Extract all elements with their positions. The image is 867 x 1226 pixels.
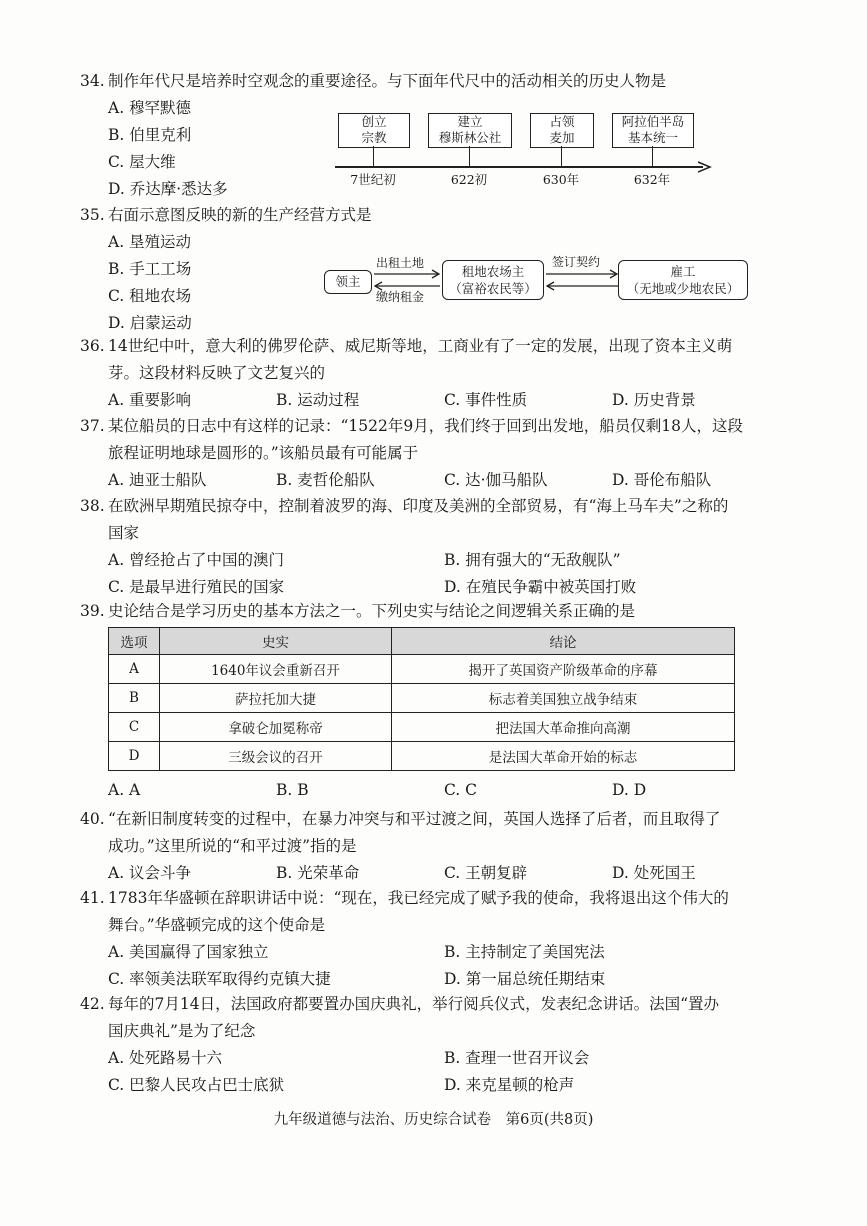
question-stem: “在新旧制度转变的过程中，在暴力冲突与和平过渡之间，英国人选择了后者，而且取得了 <box>108 810 721 828</box>
timeline-box-text: 阿拉伯半岛 <box>621 114 685 129</box>
option-b: B. 主持制定了美国宪法 <box>444 943 605 961</box>
option-d: D. 在殖民争霸中被英国打败 <box>444 578 637 596</box>
timeline-tick <box>652 146 653 166</box>
options-row <box>80 467 780 494</box>
table-header: 选项 <box>109 628 160 655</box>
options-row <box>80 1072 780 1099</box>
worker-title: 雇工 <box>670 264 696 279</box>
question-number: 42. <box>80 995 105 1013</box>
timeline-box-text: 建立 <box>457 114 483 129</box>
option-a: A. 迪亚士船队 <box>108 471 207 489</box>
option-a: A. 美国赢得了国家独立 <box>108 943 269 961</box>
options-row <box>80 387 780 414</box>
question-stem: 史论结合是学习历史的基本方法之一。下列史实与结论之间逻辑关系正确的是 <box>108 602 636 620</box>
question-stem-continued: 芽。这段材料反映了文艺复兴的 <box>108 364 326 382</box>
option-b: B. 手工工场 <box>108 260 192 278</box>
option-c: C. 王朝复辟 <box>444 864 528 882</box>
timeline-axis <box>335 166 703 168</box>
table-cell: 拿破仑加冕称帝 <box>160 713 392 742</box>
option-d: D. 乔达摩·悉达多 <box>108 180 228 198</box>
option-b: B. 运动过程 <box>276 391 360 409</box>
option-b: B. 查理一世召开议会 <box>444 1049 590 1067</box>
option-a: A. 穆罕默德 <box>108 99 192 117</box>
option-b: B. 伯里克利 <box>108 126 192 144</box>
timeline-box-3 <box>530 113 594 148</box>
question-stem-continued: 成功。”这里所说的“和平过渡”指的是 <box>108 837 357 855</box>
question-stem: 制作年代尺是培养时空观念的重要途径。与下面年代尺中的活动相关的历史人物是 <box>108 72 667 90</box>
option-d: D. D <box>612 781 647 799</box>
timeline-tick <box>561 146 562 166</box>
history-table <box>108 627 735 771</box>
question-number: 41. <box>80 889 105 907</box>
question-40 <box>80 806 780 887</box>
rent-out-label: 出租土地 <box>376 256 425 270</box>
question-stem-continued: 舞台。”华盛顿完成的这个使命是 <box>108 916 326 934</box>
question-39 <box>80 598 780 625</box>
timeline-box-text: 创立 <box>361 114 387 129</box>
question-42 <box>80 991 780 1099</box>
option-c: C. 是最早进行殖民的国家 <box>108 578 285 596</box>
timeline-box-text: 占领 <box>549 114 575 129</box>
options-row <box>80 966 780 993</box>
arrow-right-icon <box>698 160 712 174</box>
option-c: C. 屋大维 <box>108 153 176 171</box>
question-stem: 每年的7月14日，法国政府都要置办国庆典礼，举行阅兵仪式，发表纪念讲话。法国“置办 <box>108 995 720 1013</box>
table-row <box>109 713 735 742</box>
table-row <box>109 684 735 713</box>
option-c: C. 率领美法联军取得约克镇大捷 <box>108 970 331 988</box>
worker-subtitle: （无地或少地农民） <box>626 281 740 296</box>
table-cell: 标志着美国独立战争结束 <box>392 684 735 713</box>
table-cell: C <box>109 713 160 742</box>
timeline-label: 622初 <box>450 172 488 187</box>
table-cell: 1640年议会重新召开 <box>160 655 392 684</box>
option-d: D. 处死国王 <box>612 864 696 882</box>
timeline-label: 630年 <box>542 172 580 187</box>
option-d: D. 历史背景 <box>612 391 696 409</box>
options-row <box>80 860 780 887</box>
question-stem: 14世纪中叶，意大利的佛罗伦萨、威尼斯等地，工商业有了一定的发展，出现了资本主义萌 <box>108 337 733 355</box>
option-c: C. 达·伽马船队 <box>444 471 548 489</box>
option-c: C. 巴黎人民攻占巴士底狱 <box>108 1076 285 1094</box>
option-a: A. 处死路易十六 <box>108 1049 223 1067</box>
question-39-options <box>80 777 780 804</box>
table-cell: A <box>109 655 160 684</box>
option-d: D. 第一届总统任期结束 <box>444 970 606 988</box>
option-d: D. 来克星顿的枪声 <box>444 1076 575 1094</box>
timeline-label: 7世纪初 <box>350 172 396 187</box>
table-header: 结论 <box>392 628 735 655</box>
timeline-box-2 <box>428 113 512 148</box>
contract-arrows-icon <box>544 268 620 292</box>
question-number: 36. <box>80 337 105 355</box>
question-stem: 某位船员的日志中有这样的记录：“1522年9月，我们终于回到出发地，船员仅剩18人，这段 <box>108 417 743 435</box>
options-row <box>80 547 780 574</box>
question-number: 40. <box>80 810 105 828</box>
question-stem: 1783年华盛顿在辞职讲话中说：“现在，我已经完成了赋予我的使命，我将退出这个伟大的 <box>108 889 729 907</box>
table-cell: 把法国大革命推向高潮 <box>392 713 735 742</box>
question-stem-continued: 国家 <box>108 524 140 542</box>
timeline-label: 632年 <box>633 172 671 187</box>
option-b: B. 麦哲伦船队 <box>276 471 375 489</box>
question-number: 38. <box>80 497 105 515</box>
table-header: 史实 <box>160 628 392 655</box>
table-row <box>109 742 735 771</box>
option-a: A. A <box>108 781 141 799</box>
option-b: B. 拥有强大的“无敌舰队” <box>444 551 621 569</box>
farmer-box <box>442 260 544 300</box>
table-cell: D <box>109 742 160 771</box>
timeline-box-4 <box>612 113 694 148</box>
contract-label: 签订契约 <box>552 255 601 269</box>
worker-box <box>618 260 748 300</box>
table-cell: B <box>109 684 160 713</box>
question-stem-continued: 旅程证明地球是圆形的。”该船员最有可能属于 <box>108 444 419 462</box>
timeline-box-1 <box>338 113 410 148</box>
table-cell: 揭开了英国资产阶级革命的序幕 <box>392 655 735 684</box>
options-row <box>80 777 780 804</box>
table-cell: 萨拉托加大捷 <box>160 684 392 713</box>
table-cell: 是法国大革命开始的标志 <box>392 742 735 771</box>
option-d: D. 哥伦布船队 <box>612 471 712 489</box>
pay-rent-label: 缴纳租金 <box>376 290 425 304</box>
options-row <box>80 574 780 601</box>
timeline-tick <box>469 146 470 166</box>
table-header-row <box>109 628 735 655</box>
option-c: C. 事件性质 <box>444 391 528 409</box>
timeline-box-text: 宗教 <box>361 130 387 145</box>
question-36 <box>80 333 780 414</box>
option-a: A. 重要影响 <box>108 391 192 409</box>
question-stem-continued: 国庆典礼”是为了纪念 <box>108 1022 256 1040</box>
table-row <box>109 655 735 684</box>
option-d: D. 启蒙运动 <box>108 314 192 332</box>
option-c: C. 租地农场 <box>108 287 192 305</box>
timeline-box-text: 穆斯林公社 <box>438 130 502 145</box>
question-number: 39. <box>80 602 105 620</box>
farmer-subtitle: （富裕农民等） <box>449 281 537 296</box>
option-a: A. 曾经抢占了中国的澳门 <box>108 551 285 569</box>
lord-box: 领主 <box>324 270 372 294</box>
exchange-arrows-icon <box>372 268 442 292</box>
question-stem: 右面示意图反映的新的生产经营方式是 <box>108 206 372 224</box>
option-b: B. 光荣革命 <box>276 864 360 882</box>
table-cell: 三级会议的召开 <box>160 742 392 771</box>
question-37 <box>80 413 780 494</box>
option-a: A. 议会斗争 <box>108 864 192 882</box>
question-number: 37. <box>80 417 105 435</box>
question-41 <box>80 885 780 993</box>
timeline-tick <box>373 146 374 166</box>
option-b: B. B <box>276 781 309 799</box>
question-number: 35. <box>80 206 105 224</box>
timeline-box-text: 麦加 <box>549 130 575 145</box>
timeline-box-text: 基本统一 <box>627 130 678 145</box>
option-a: A. 垦殖运动 <box>108 233 192 251</box>
farmer-title: 租地农场主 <box>461 264 525 279</box>
question-38 <box>80 493 780 601</box>
question-number: 34. <box>80 72 105 90</box>
option-c: C. C <box>444 781 478 799</box>
options-row <box>80 1045 780 1072</box>
page-footer: 九年级道德与法治、历史综合试卷 第6页(共8页) <box>273 1112 594 1128</box>
options-row <box>80 939 780 966</box>
question-stem: 在欧洲早期殖民掠夺中，控制着波罗的海、印度及美洲的全部贸易，有“海上马车夫”之称的 <box>108 497 729 515</box>
